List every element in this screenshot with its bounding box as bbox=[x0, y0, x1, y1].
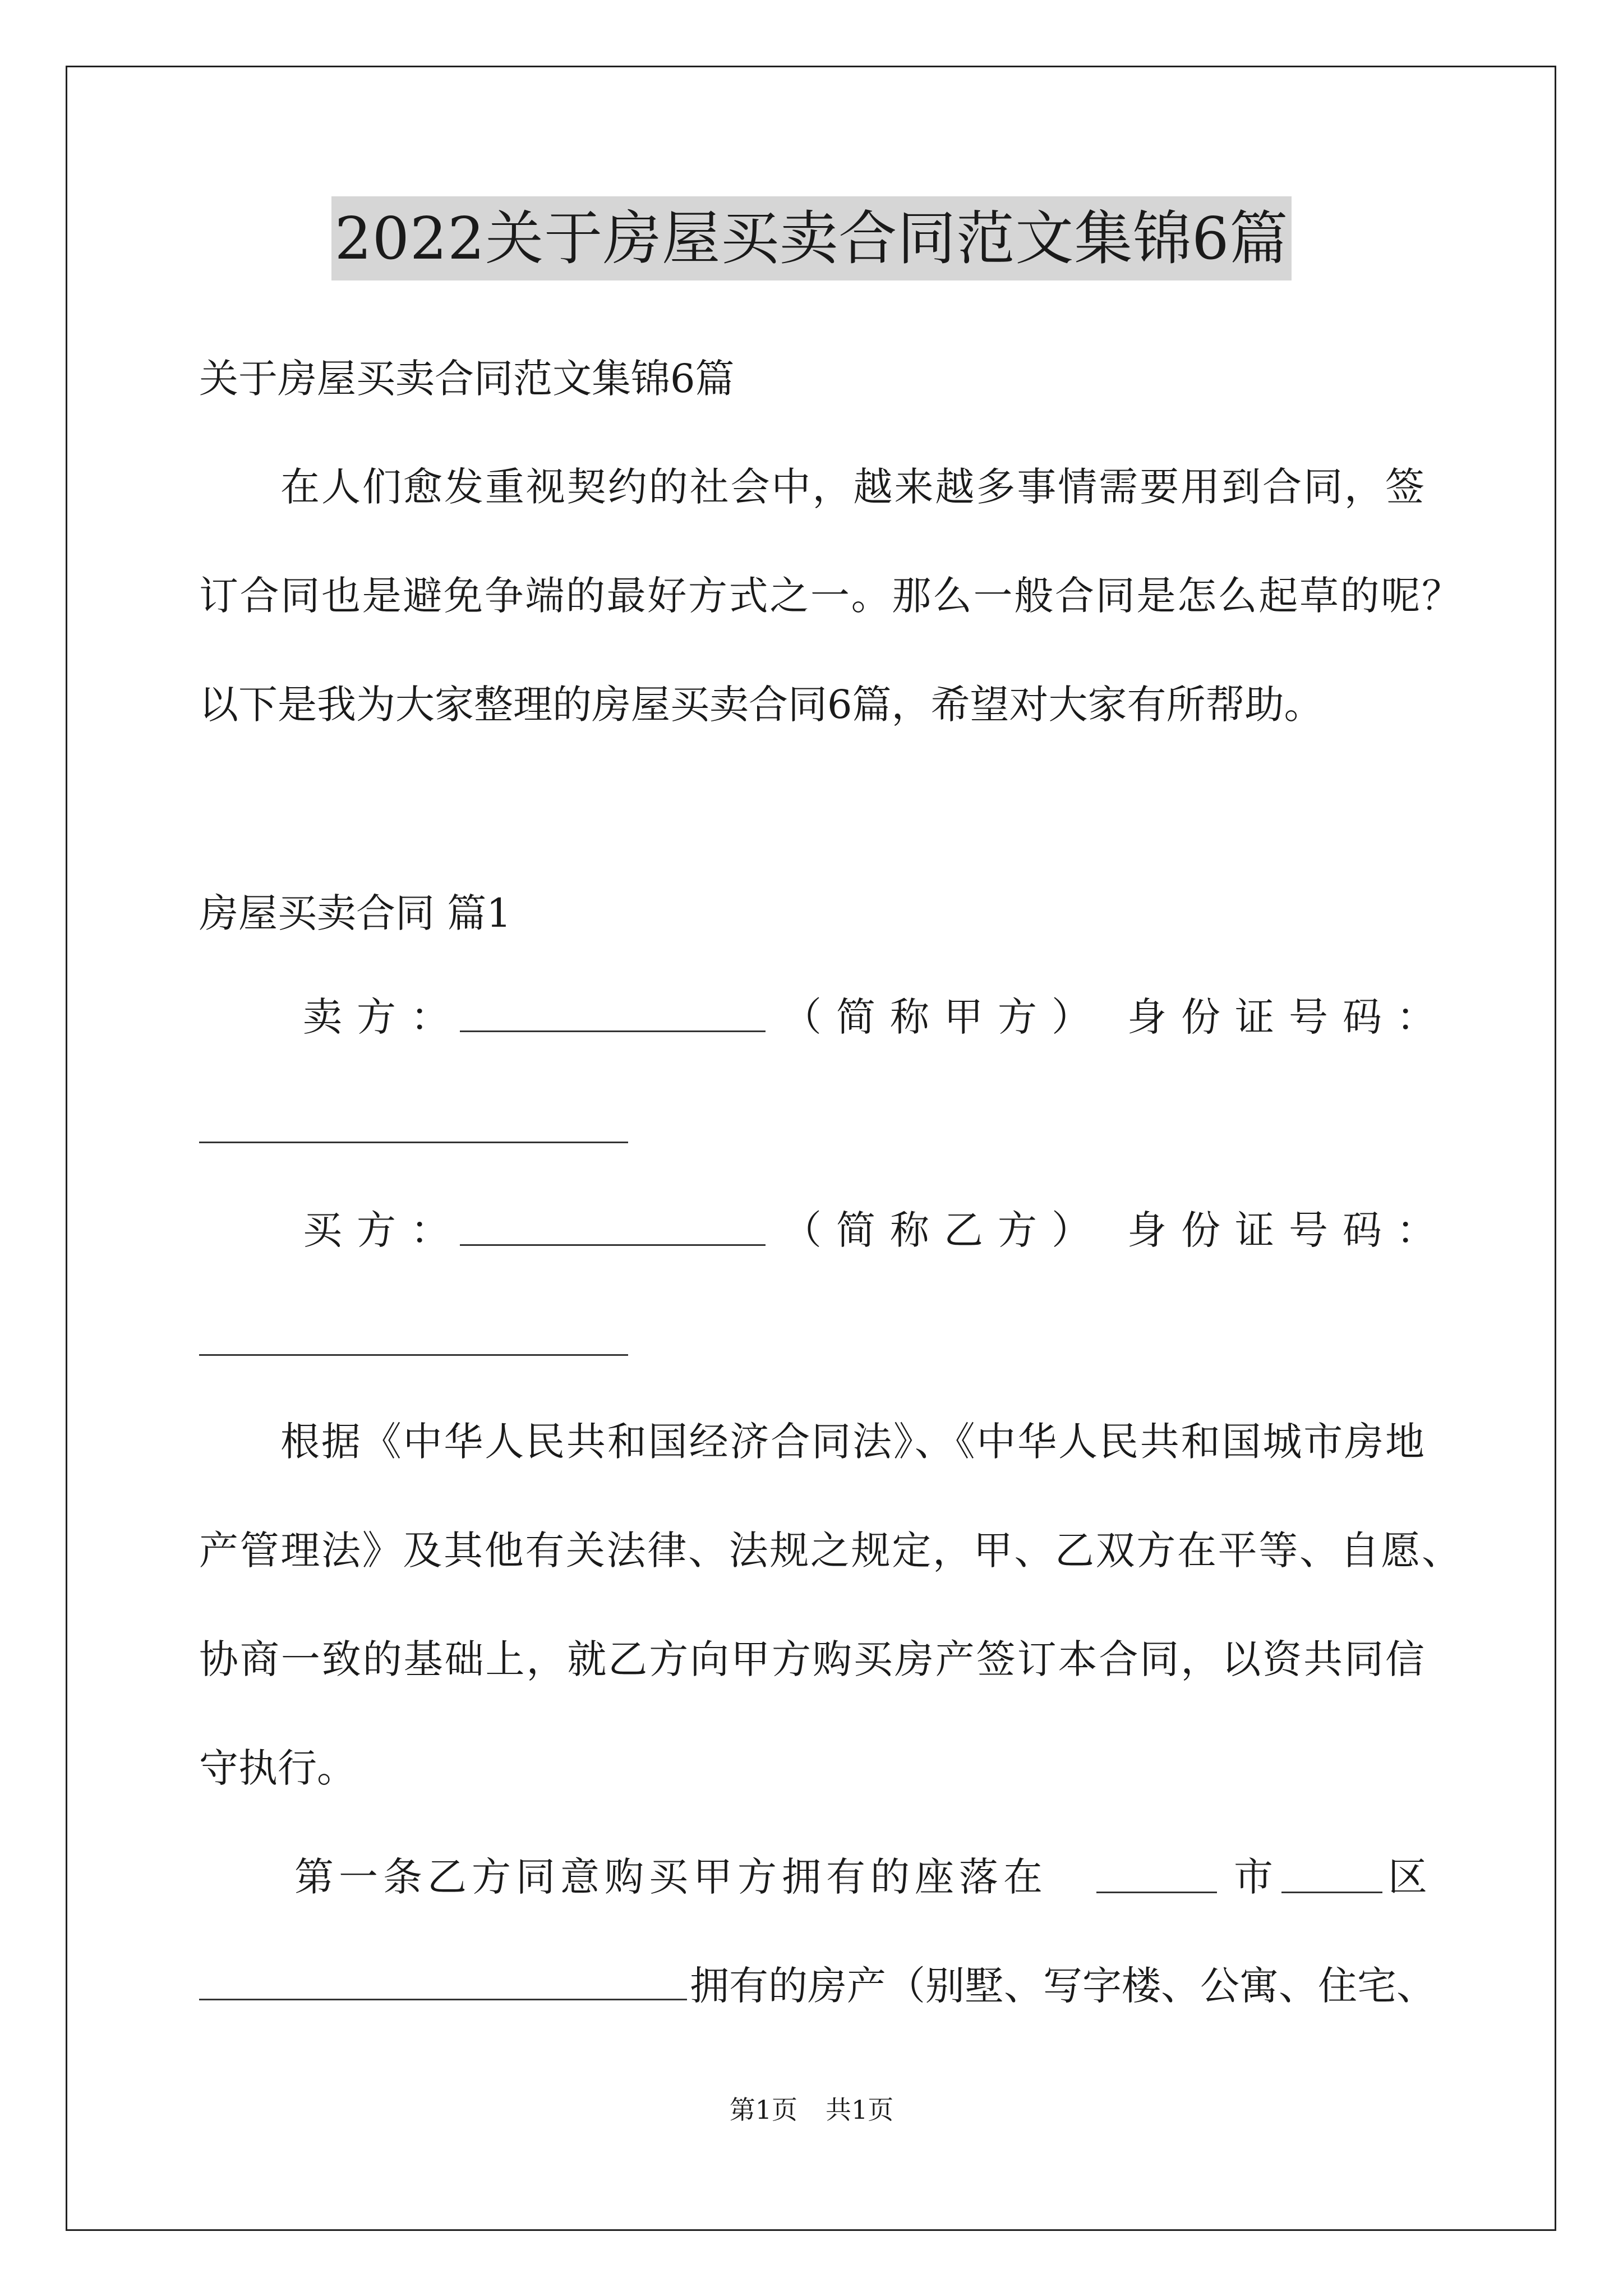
intro-line-3: 以下是我为大家整理的房屋买卖合同6篇，希望对大家有所帮助。 bbox=[199, 682, 1324, 728]
basis-line-4: 守执行。 bbox=[199, 1745, 356, 1791]
seller-id-label: 身份证号码： bbox=[1127, 994, 1450, 1040]
title-container bbox=[0, 196, 1623, 280]
buyer-id-blank bbox=[199, 1354, 628, 1356]
article1-city-label: 市 bbox=[1234, 1854, 1273, 1900]
article1-part-a: 第一条乙方同意购买甲方拥有的座落在 bbox=[294, 1854, 1048, 1900]
intro-line-1: 在人们愈发重视契约的社会中，越来越多事情需要用到合同，签 bbox=[280, 464, 1424, 510]
seller-name-blank bbox=[460, 1030, 766, 1032]
document-subtitle: 关于房屋买卖合同范文集锦6篇 bbox=[199, 356, 735, 402]
seller-id-blank bbox=[199, 1142, 628, 1143]
footer-total-pages: 共1页 bbox=[826, 2095, 894, 2125]
basis-line-1: 根据《中华人民共和国经济合同法》、《中华人民共和国城市房地 bbox=[280, 1419, 1424, 1465]
article1-district-label: 区 bbox=[1388, 1854, 1427, 1900]
page-footer bbox=[0, 2090, 1623, 2129]
article1-address-blank bbox=[199, 1999, 687, 2000]
footer-page-number: 第1页 bbox=[729, 2095, 797, 2125]
seller-suffix: （简称甲方） bbox=[782, 994, 1105, 1040]
article1-district-blank bbox=[1281, 1892, 1382, 1893]
basis-line-3: 协商一致的基础上，就乙方向甲方购买房产签订本合同，以资共同信 bbox=[199, 1636, 1424, 1682]
buyer-id-label: 身份证号码： bbox=[1127, 1207, 1450, 1253]
article1-part-b: 拥有的房产（别墅、写字楼、公寓、住宅、 bbox=[690, 1963, 1436, 2009]
buyer-suffix: （简称乙方） bbox=[782, 1207, 1105, 1253]
intro-line-2: 订合同也是避免争端的最好方式之一。那么一般合同是怎么起草的呢？ bbox=[199, 573, 1461, 619]
seller-label: 卖方： bbox=[303, 994, 464, 1040]
buyer-label: 买方： bbox=[303, 1207, 464, 1253]
section-heading: 房屋买卖合同 篇1 bbox=[199, 890, 511, 936]
buyer-name-blank bbox=[460, 1244, 766, 1246]
document-title: 2022关于房屋买卖合同范文集锦6篇 bbox=[331, 196, 1292, 280]
article1-city-blank bbox=[1096, 1892, 1217, 1893]
basis-line-2: 产管理法》及其他有关法律、法规之规定，甲、乙双方在平等、自愿、 bbox=[199, 1527, 1461, 1573]
